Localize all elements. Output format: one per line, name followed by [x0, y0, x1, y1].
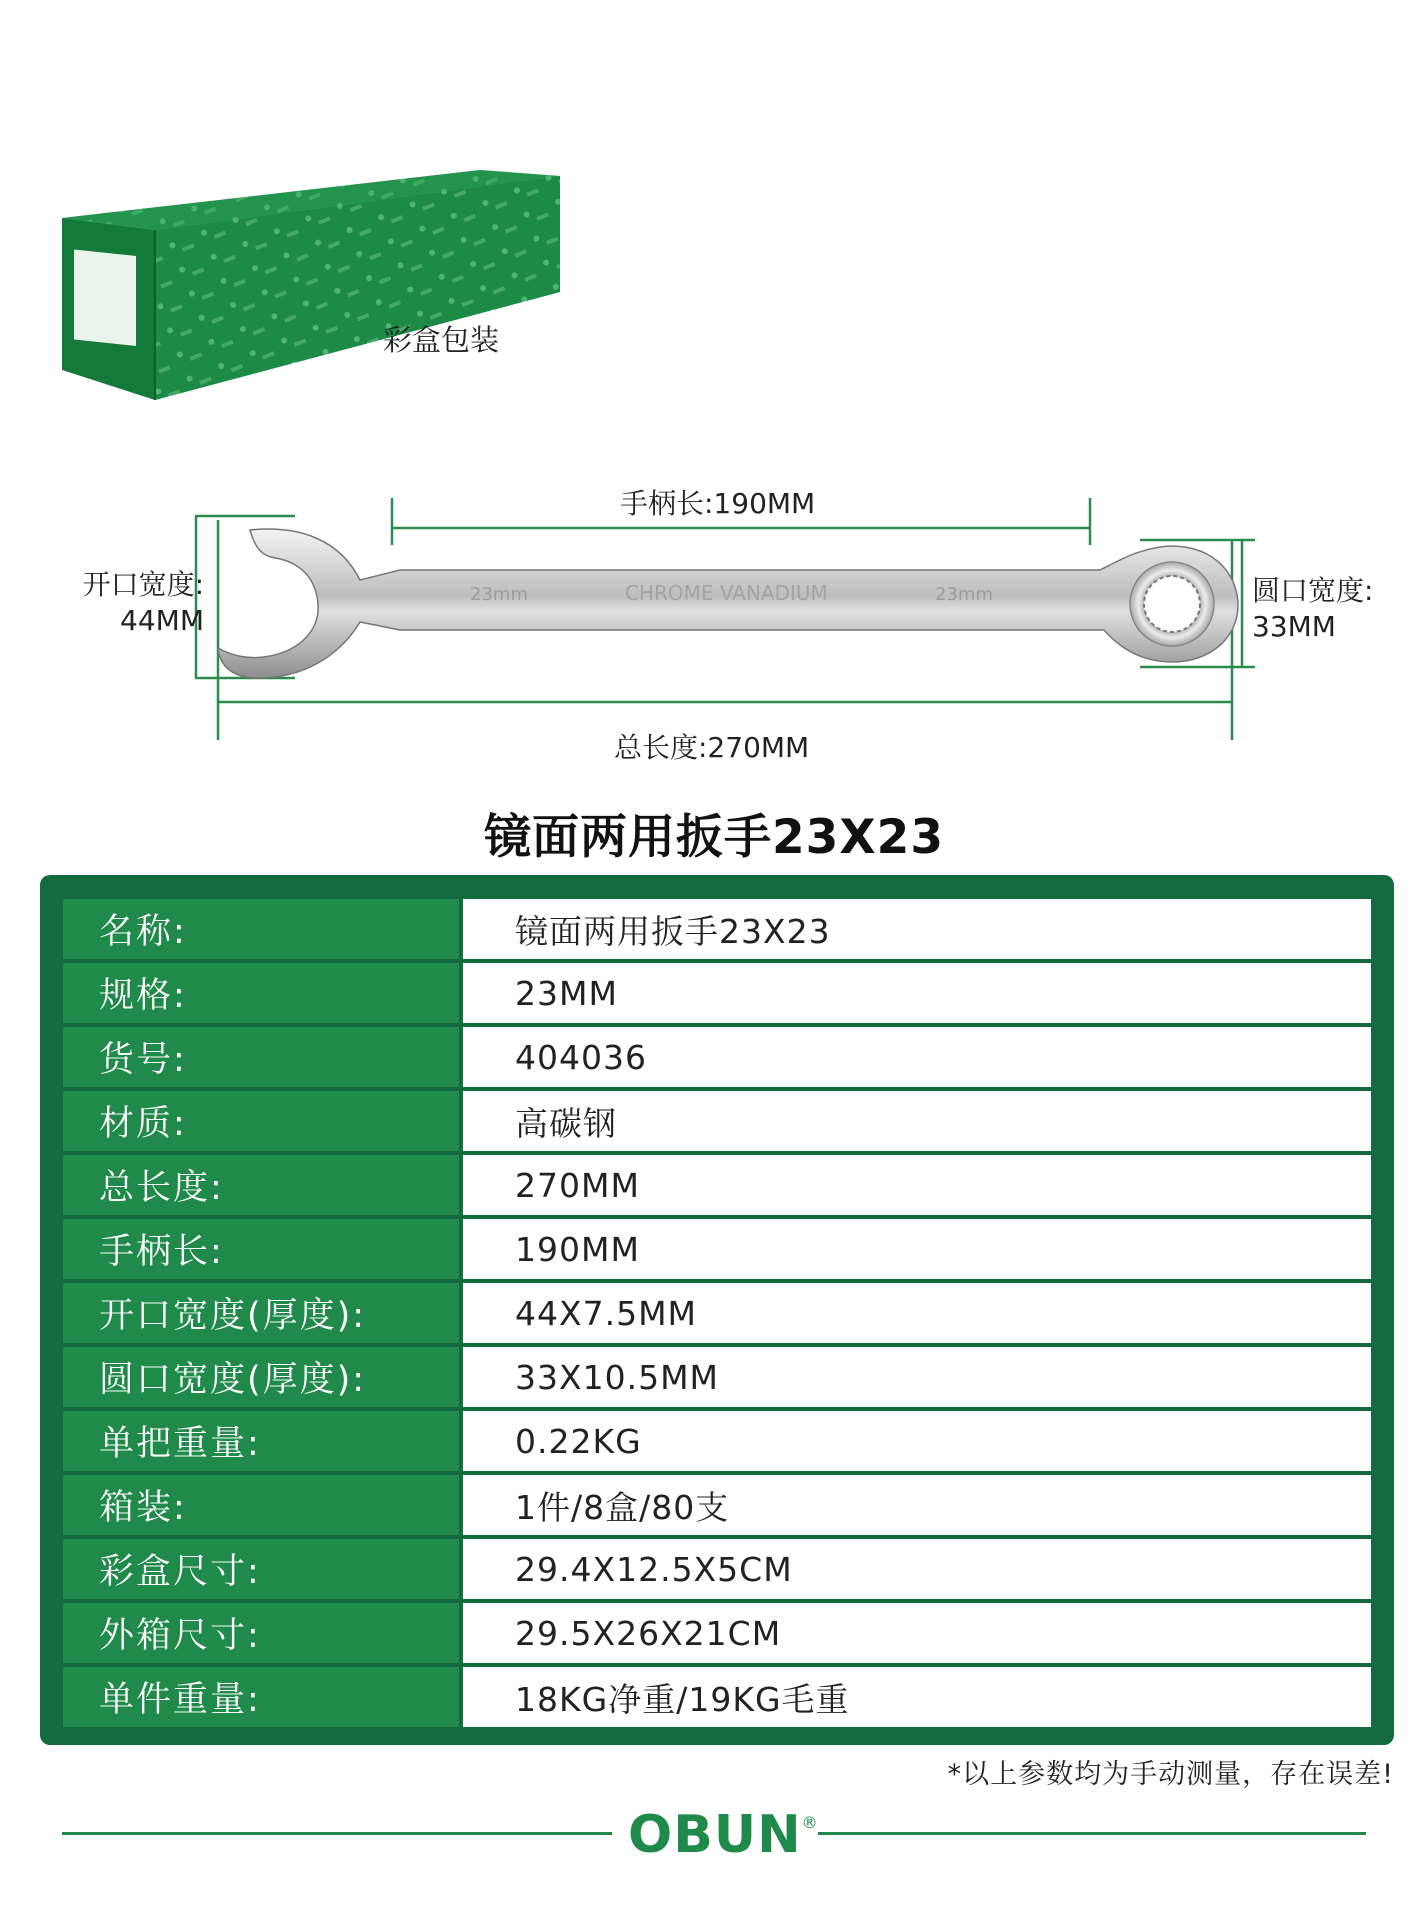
table-row	[63, 1219, 1371, 1279]
engraving-right: 23mm	[935, 584, 993, 605]
table-row	[63, 1539, 1371, 1599]
engraving-left: 23mm	[470, 584, 528, 605]
spec-value: 33X10.5MM	[463, 1347, 1371, 1407]
spec-value: 190MM	[463, 1219, 1371, 1279]
spec-value: 0.22KG	[463, 1411, 1371, 1471]
table-row	[63, 963, 1371, 1023]
spec-label: 货号:	[63, 1027, 459, 1087]
ring-width-value: 33MM	[1252, 610, 1336, 643]
open-width-label	[62, 567, 204, 639]
registered-mark: ®	[801, 1813, 819, 1832]
table-row	[63, 1475, 1371, 1535]
spec-label: 单把重量:	[63, 1411, 459, 1471]
spec-label: 箱装:	[63, 1475, 459, 1535]
spec-label: 彩盒尺寸:	[63, 1539, 459, 1599]
brand-logo	[628, 1805, 819, 1865]
ring-width-label	[1252, 573, 1373, 645]
spec-label: 规格:	[63, 963, 459, 1023]
table-row	[63, 1411, 1371, 1471]
measurement-note: *以上参数均为手动测量，存在误差!	[947, 1759, 1394, 1790]
footer-divider-left	[62, 1832, 612, 1835]
spec-label: 手柄长:	[63, 1219, 459, 1279]
spec-value: 29.4X12.5X5CM	[463, 1539, 1371, 1599]
spec-label: 总长度:	[63, 1155, 459, 1215]
spec-label: 开口宽度(厚度):	[63, 1283, 459, 1343]
brand-name: OBUN	[628, 1805, 802, 1865]
spec-value: 高碳钢	[463, 1091, 1371, 1151]
spec-value: 404036	[463, 1027, 1371, 1087]
spec-value: 18KG净重/19KG毛重	[463, 1667, 1371, 1727]
package-caption: 彩盒包装	[383, 323, 500, 357]
spec-value: 44X7.5MM	[463, 1283, 1371, 1343]
engraving-mid: CHROME VANADIUM	[625, 581, 828, 605]
spec-value: 镜面两用扳手23X23	[463, 899, 1371, 959]
color-box-image	[60, 170, 570, 410]
open-width-value: 44MM	[120, 604, 204, 637]
spec-label: 材质:	[63, 1091, 459, 1151]
total-length-label: 总长度:270MM	[614, 731, 810, 764]
spec-value: 29.5X26X21CM	[463, 1603, 1371, 1663]
open-width-title: 开口宽度:	[82, 568, 204, 601]
table-row	[63, 1603, 1371, 1663]
spec-rows	[63, 899, 1371, 1731]
table-row	[63, 1667, 1371, 1727]
table-row	[63, 1347, 1371, 1407]
product-title: 镜面两用扳手23X23	[483, 810, 945, 865]
spec-label: 圆口宽度(厚度):	[63, 1347, 459, 1407]
table-row	[63, 1091, 1371, 1151]
table-row	[63, 1155, 1371, 1215]
table-row	[63, 1283, 1371, 1343]
spec-label: 名称:	[63, 899, 459, 959]
table-row	[63, 1027, 1371, 1087]
ring-width-title: 圆口宽度:	[1252, 574, 1374, 607]
spec-value: 270MM	[463, 1155, 1371, 1215]
handle-length-label: 手柄长:190MM	[620, 487, 816, 520]
wrench-body	[218, 529, 1238, 678]
table-row	[63, 899, 1371, 959]
spec-label: 外箱尺寸:	[63, 1603, 459, 1663]
spec-label: 单件重量:	[63, 1667, 459, 1727]
spec-value: 23MM	[463, 963, 1371, 1023]
spec-value: 1件/8盒/80支	[463, 1475, 1371, 1535]
footer-divider-right	[818, 1832, 1366, 1835]
spec-table	[40, 875, 1394, 1745]
wrench-diagram	[0, 470, 1428, 770]
